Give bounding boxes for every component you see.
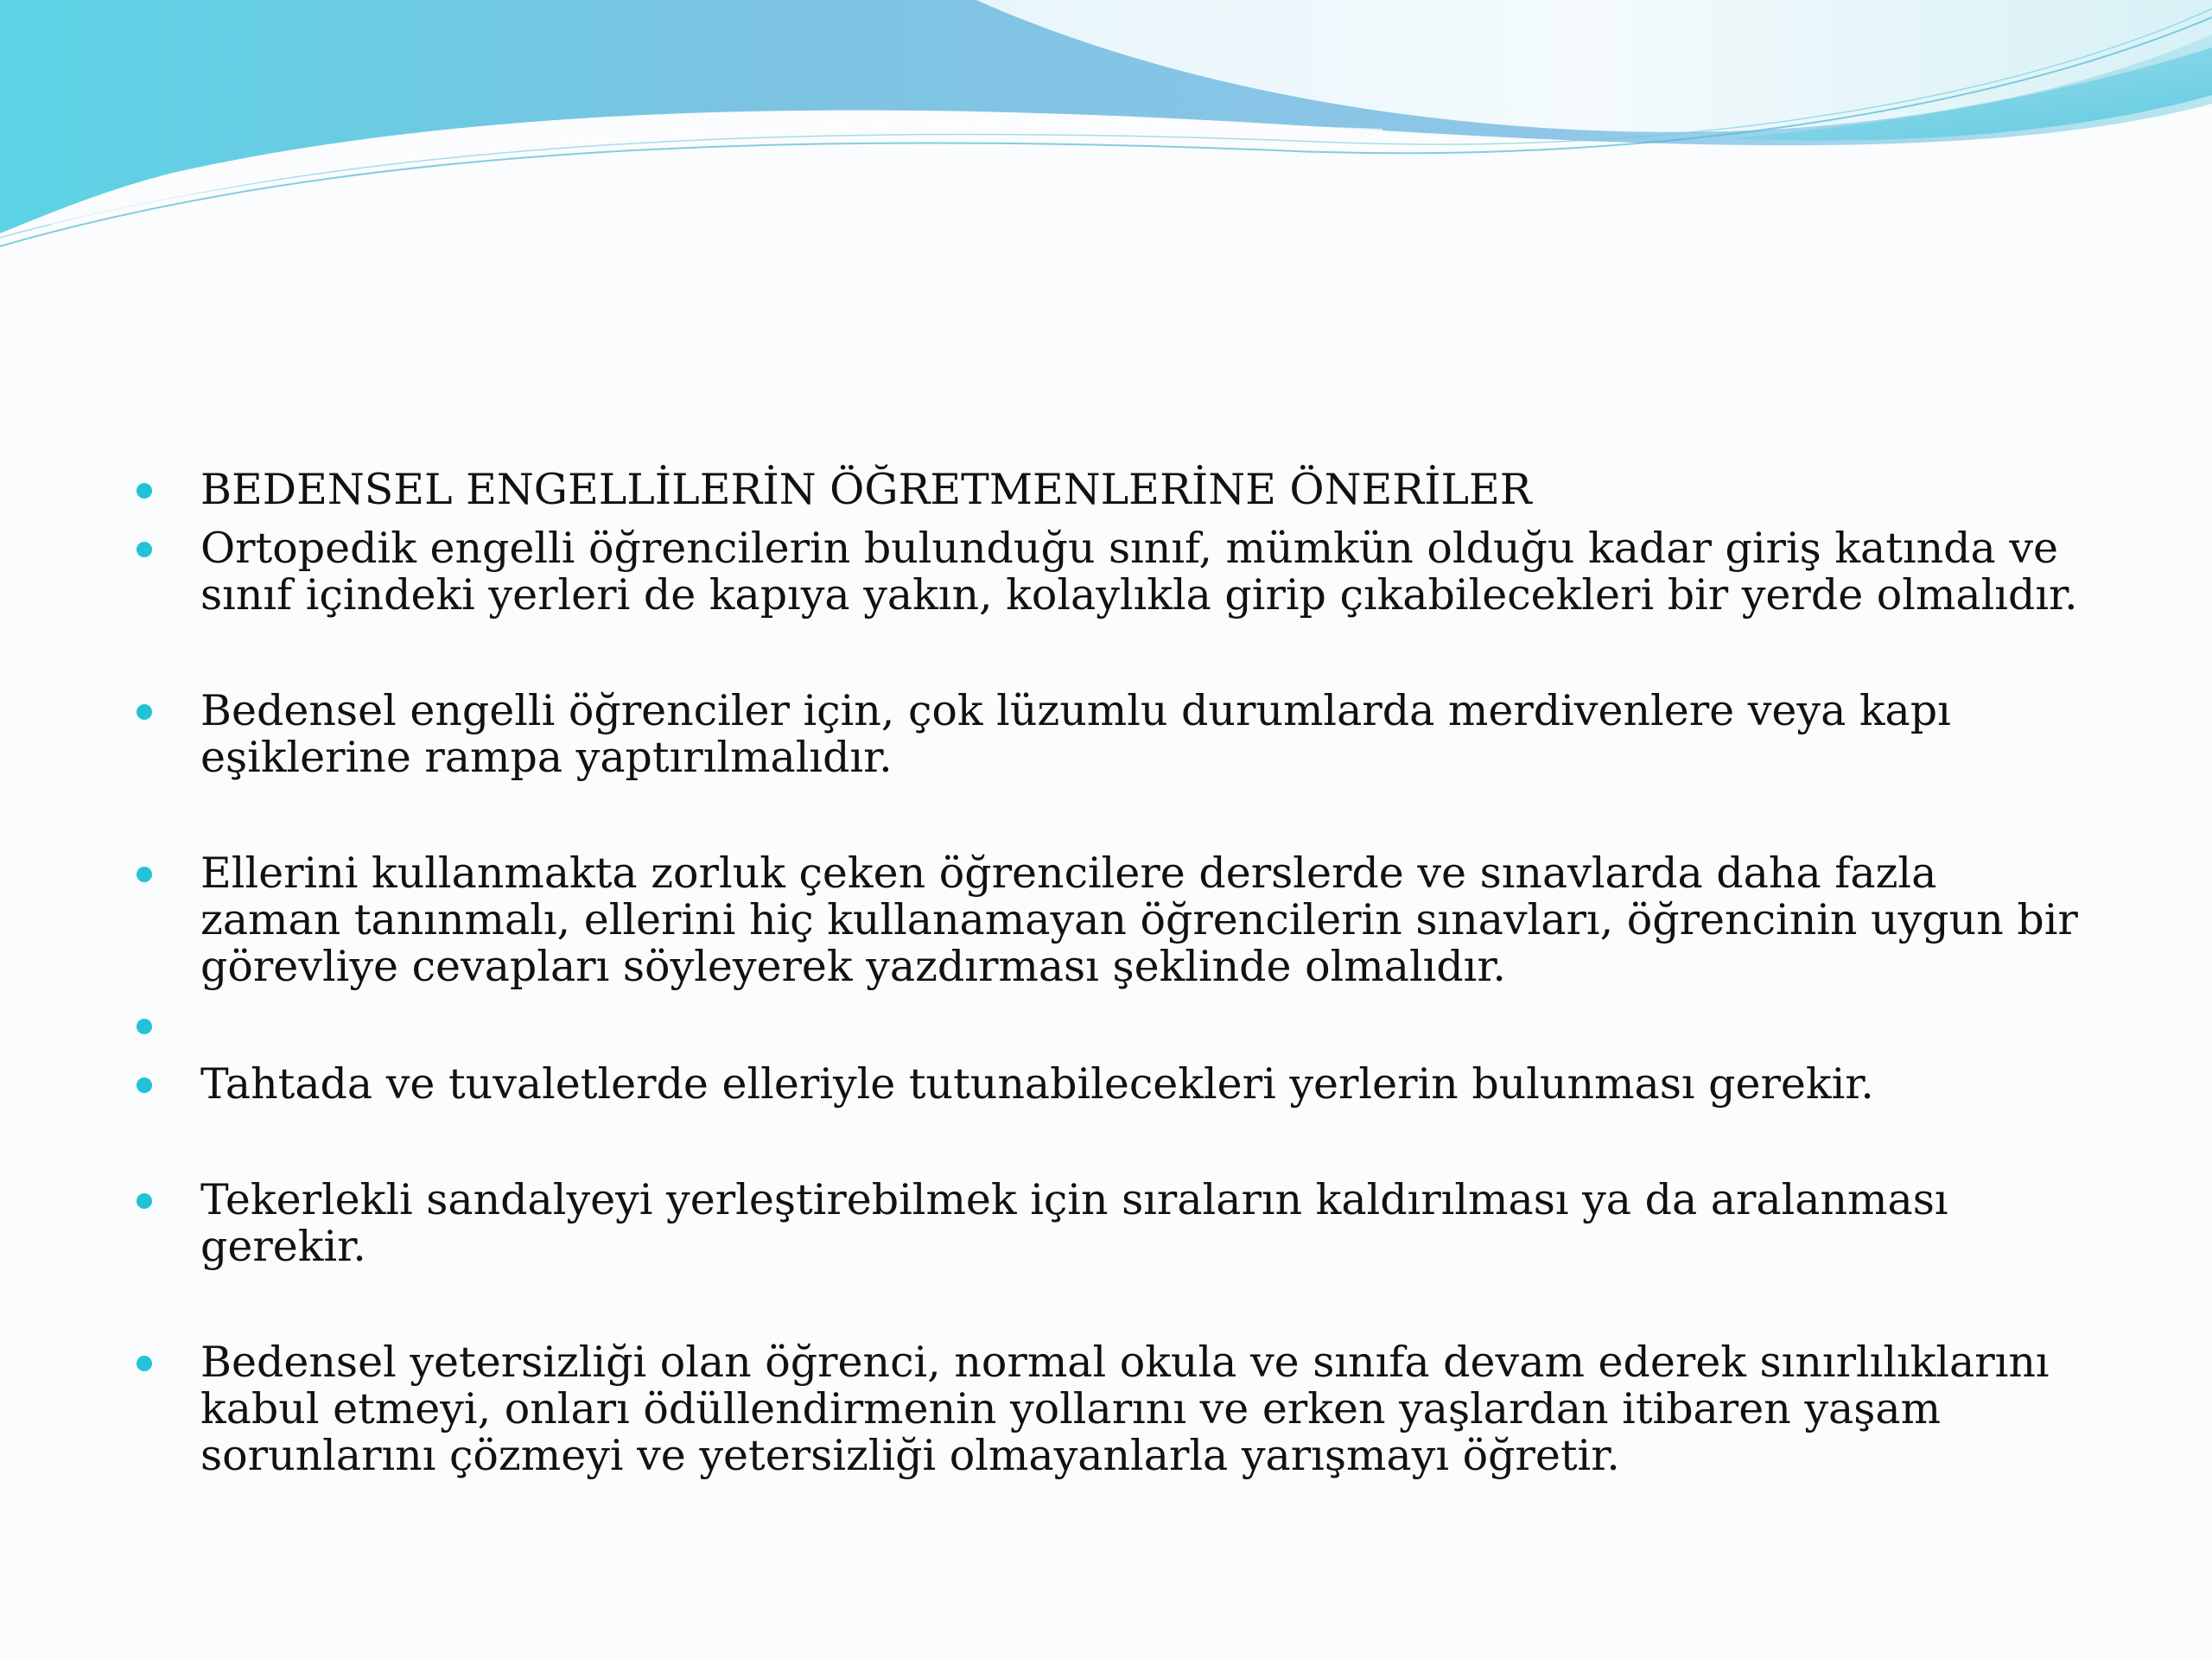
bullet-item-inclusion [130,1339,2082,1479]
bullet-item-classroom-location [130,525,2082,619]
bullet-list [130,467,2082,1479]
bullet-dot [137,1356,152,1371]
bullet-item-empty [130,1002,2082,1049]
bullet-item-wheelchair [130,1177,2082,1270]
bullet-text: Ellerini kullanmakta zorluk çeken öğrencilere derslerde ve sınavlarda daha fazla zaman tanınmalı, ellerini hiç kullanamayan öğrencilerin sınavları, öğrencinin uygun bir görevliye cevapları söyleyerek yazdırması şeklinde olmalıdır. [200,849,2078,991]
bullet-item-ramps [130,688,2082,781]
bullet-item-title [130,467,2082,513]
bullet-text: Tekerlekli sandalyeyi yerleştirebilmek için sıraların kaldırılması ya da aralanması gerekir. [200,1175,1948,1271]
bullet-text: Ortopedik engelli öğrencilerin bulunduğu sınıf, mümkün olduğu kadar giriş katında ve sınıf içindeki yerleri de kapıya yakın, kolaylıkla girip çıkabilecekleri bir yerde olmalıdır. [200,524,2078,620]
bullet-dot [137,1077,152,1093]
header-wave-decoration [0,0,2212,259]
bullet-text: Bedensel yetersizliği olan öğrenci, normal okula ve sınıfa devam ederek sınırlılıklarını kabul etmeyi, onları ödüllendirmenin yollarını ve erken yaşlardan itibaren yaşam sorunlarını çözmeyi ve yetersizliği olmayanlarla yarışmayı öğretir. [200,1338,2050,1480]
bullet-text: Bedensel engelli öğrenciler için, çok lüzumlu durumlarda merdivenlere veya kapı eşiklerine rampa yaptırılmalıdır. [200,686,1951,782]
bullet-dot [137,1193,152,1209]
slide-content [130,467,2082,1479]
bullet-dot [137,704,152,720]
bullet-item-handrails [130,1061,2082,1108]
bullet-item-exam-time [130,850,2082,990]
bullet-text: Tahtada ve tuvaletlerde elleriyle tutunabilecekleri yerlerin bulunması gerekir. [200,1059,1874,1109]
bullet-dot [137,483,152,499]
bullet-dot [137,867,152,882]
bullet-dot [137,1019,152,1034]
bullet-dot [137,542,152,557]
bullet-text: BEDENSEL ENGELLİLERİN ÖĞRETMENLERİNE ÖNERİLER [200,465,1532,514]
